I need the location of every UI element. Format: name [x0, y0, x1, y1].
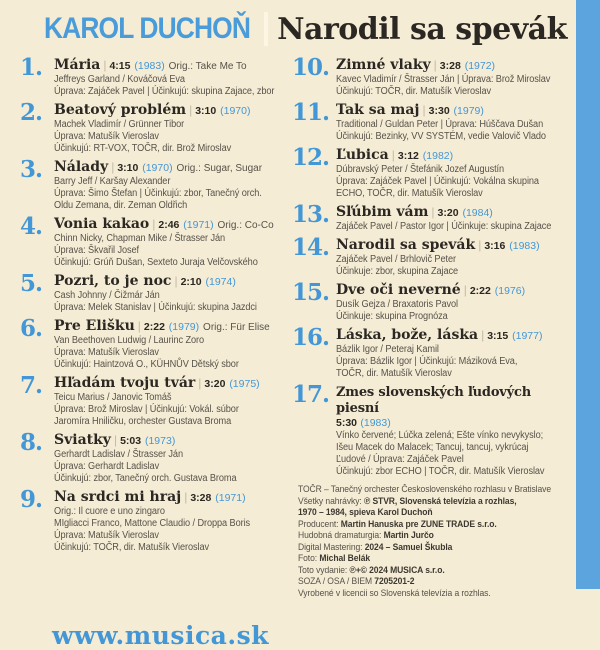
track-title: Narodil sa spevák	[336, 237, 476, 253]
track-credit-line: ECHO, TOČR, dir. Matušík Vieroslav	[336, 188, 483, 199]
track-year: (1974)	[205, 276, 236, 288]
track-year: (1984)	[462, 207, 493, 219]
track-title: Dve oči neverné	[336, 282, 461, 298]
track-credit-line: Gerhardt Ladislav / Štrasser Ján	[54, 449, 183, 460]
track-number: 15.	[292, 279, 330, 306]
credit-label: Digital Mastering:	[298, 541, 365, 553]
track-year: (1977)	[512, 330, 543, 342]
track-title-line	[336, 282, 572, 299]
track-duration: 5:03	[120, 435, 142, 447]
track-original-title: Orig.: Take Me To	[168, 61, 247, 72]
track-credit-line: Účinkujú: zbor, Tanečný orch. Gustava Broma	[54, 473, 237, 484]
track-credit-line: Chinn Nicky, Chapman Mike / Štrasser Ján	[54, 233, 226, 244]
website-url: www.musica.sk	[52, 621, 269, 650]
track-credit-line: Úprava: Matušík Vieroslav	[54, 347, 159, 358]
track-credit-line: Kavec Vladimír / Štrasser Ján | Úprava: Brož Miroslav	[336, 74, 551, 85]
track-body	[336, 204, 572, 233]
track-credit-line: Úprava: Gerhardt Ladislav	[54, 461, 160, 472]
track-title-line	[54, 432, 292, 449]
track-year: (1976)	[494, 285, 526, 297]
track-duration: 3:20	[437, 207, 459, 219]
header-divider	[264, 12, 268, 46]
title-time-separator: |	[198, 376, 202, 390]
track-credit-line: Dúbravský Peter / Štefánik Jozef Augustín	[336, 164, 505, 175]
track-credit-line: Zajáček Pavel / Brhlovič Peter	[336, 254, 456, 265]
track-credit-line: Teicu Marius / Janovic Tomáš	[54, 392, 172, 403]
production-credits	[298, 484, 580, 599]
track-year: (1979)	[453, 105, 484, 117]
credit-line	[298, 576, 580, 588]
track-number: 12.	[292, 144, 330, 171]
track-body	[336, 237, 572, 278]
track-year: (1970)	[142, 162, 173, 174]
track-credit-line: Úprava: Škvařil Josef	[54, 245, 139, 256]
track-title-line	[54, 102, 292, 119]
title-time-separator: |	[478, 238, 482, 252]
track-item	[20, 54, 292, 98]
credit-line	[298, 507, 580, 519]
track-credit-line: Machek Vladimír / Grünner Tibor	[54, 119, 185, 130]
tracklist-right-column	[292, 54, 572, 599]
track-credit-line: MIgliacci Franco, Mattone Claudio / Droppa Boris	[54, 518, 251, 529]
track-title-line	[336, 384, 572, 416]
track-number: 2.	[20, 99, 43, 126]
track-duration: 3:10	[117, 162, 139, 174]
credit-label: Producent:	[298, 518, 341, 530]
track-item	[20, 315, 292, 371]
track-title-line	[336, 147, 572, 164]
track-original-title: Orig.: Co-Co	[217, 220, 274, 231]
credit-label: Foto:	[298, 553, 320, 564]
track-title-line	[54, 273, 292, 290]
title-time-separator: |	[184, 490, 188, 504]
track-number: 3.	[20, 156, 43, 183]
track-original-title: Orig.: Für Elise	[203, 322, 270, 333]
track-item	[292, 234, 572, 278]
track-duration: 2:22	[143, 321, 165, 333]
track-credit-line: Jeffreys Garland / Kováčová Eva	[54, 74, 185, 85]
track-number: 1.	[20, 54, 43, 81]
track-body	[54, 432, 292, 485]
track-credit-line: Účinkujú: TOČR, dir. Matušík Vieroslav	[54, 542, 210, 553]
track-credit-line: Barry Jeff / Karšay Alexander	[54, 176, 171, 187]
track-year: (1975)	[229, 378, 260, 390]
credit-line	[298, 565, 580, 577]
track-number: 6.	[20, 315, 43, 342]
credit-line	[298, 519, 580, 531]
track-number: 8.	[20, 429, 43, 456]
title-time-separator: |	[422, 103, 426, 117]
track-credit-line: Účinkuje: skupina Prognóza	[336, 311, 448, 322]
track-credit-line: Úprava: Zajáček Pavel | Účinkujú: skupina Zajace, zbor	[54, 86, 275, 97]
credit-label: Hudobná dramaturgia:	[298, 530, 384, 541]
track-title: Pozri, to je noc	[54, 273, 172, 289]
track-body	[54, 57, 292, 98]
track-duration: 2:10	[180, 276, 202, 288]
track-duration: 3:16	[484, 240, 506, 252]
title-time-separator: |	[113, 433, 118, 447]
track-credit-line: Úprava: Šimo Štefan | Účinkujú: zbor, Tanečný orch.	[54, 188, 262, 199]
track-item	[292, 144, 572, 200]
track-title: Hľadám tvoju tvár	[54, 375, 196, 391]
track-item	[20, 156, 292, 212]
track-credit-line: Úprava: Melek Stanislav | Účinkujú: skupina Jazdci	[54, 302, 257, 313]
track-title-line	[336, 57, 572, 74]
track-title: Na srdci mi hraj	[54, 489, 182, 505]
title-time-separator: |	[189, 103, 193, 117]
credit-value: 7205201-2	[374, 576, 415, 587]
track-duration: 2:22	[469, 285, 491, 297]
title-time-separator: |	[174, 274, 178, 288]
track-duration: 3:30	[428, 105, 450, 117]
title-time-separator: |	[463, 283, 467, 297]
track-title-line	[54, 57, 292, 74]
track-title: Zimné vlaky	[336, 57, 431, 73]
track-item	[20, 213, 292, 269]
track-credit-line: Úprava: Matušík Vieroslav	[54, 530, 159, 541]
track-title: Vonia kakao	[54, 216, 150, 232]
track-title-line	[54, 375, 292, 392]
track-body	[336, 102, 572, 143]
track-credit-line: Cash Johnny / Čižmár Ján	[54, 290, 160, 301]
credit-value: 1970 – 1984, spieva Karol Duchoň	[298, 507, 433, 518]
track-title-line	[54, 216, 292, 233]
credit-label: Všetky nahrávky:	[298, 495, 364, 507]
track-credit-line: Úprava: Matušík Vieroslav	[54, 131, 159, 142]
track-credit-line: Úprava: Brož Miroslav | Účinkujú: Vokál. súbor	[54, 404, 239, 415]
track-title: Sľúbim vám	[336, 204, 429, 220]
track-item	[292, 324, 572, 380]
track-credit-line: Išeu Macek do Malacek; Tancuj, tancuj, vykrúcaj	[336, 442, 529, 453]
track-item	[292, 201, 572, 233]
artist-name: KAROL DUCHOŇ	[44, 12, 251, 45]
track-credit-line: Jaromíra Hniličku, orchester Gustava Broma	[54, 416, 232, 427]
credit-value: ℗ STVR, Slovenská televízia a rozhlas,	[363, 495, 517, 507]
track-title-line	[54, 489, 292, 506]
title-time-separator: |	[391, 148, 395, 162]
track-title: Ľubica	[336, 147, 389, 163]
track-number: 10.	[292, 54, 330, 81]
track-number: 7.	[20, 372, 43, 399]
track-year: (1972)	[464, 60, 496, 72]
track-title: Zmes slovenských ľudových piesní	[336, 385, 531, 416]
track-credit-line: Účinkujú: Haintzová O., KÜHNŮV Dětský sbor	[54, 359, 239, 370]
track-time-line	[336, 416, 572, 430]
track-duration: 3:15	[487, 330, 509, 342]
track-year: (1971)	[215, 492, 246, 504]
track-title: Mária	[54, 57, 101, 73]
track-credit-line: Ľudové / Úprava: Zajáček Pavel	[336, 454, 464, 465]
track-number: 17.	[292, 381, 330, 408]
credit-label: TOČR – Tanečný orchester Československého rozhlasu v Bratislave	[298, 484, 552, 495]
track-title: Sviatky	[54, 432, 111, 448]
title-time-separator: |	[103, 58, 107, 72]
track-number: 16.	[292, 324, 330, 351]
title-time-separator: |	[137, 319, 141, 333]
track-title: Láska, bože, láska	[336, 327, 479, 343]
credit-line	[298, 588, 580, 600]
track-body	[54, 375, 292, 428]
track-number: 13.	[292, 201, 330, 228]
track-duration: 3:10	[195, 105, 217, 117]
track-duration: 3:28	[190, 492, 212, 504]
track-credit-line: Účinkujú: RT-VOX, TOČR, dir. Brož Miroslav	[54, 143, 232, 154]
track-title-line	[54, 318, 292, 335]
track-duration: 4:15	[109, 60, 131, 72]
track-credit-line: Účinkuje: zbor, skupina Zajace	[336, 266, 459, 277]
track-body	[54, 489, 292, 554]
track-body	[54, 102, 292, 155]
track-body	[336, 282, 572, 323]
credit-line	[298, 496, 580, 508]
track-body	[54, 216, 292, 269]
track-credit-line: Traditional / Guldan Peter | Úprava: Húščava Dušan	[336, 119, 544, 130]
track-year: (1971)	[183, 219, 214, 231]
track-title-line	[336, 204, 572, 221]
track-item	[292, 99, 572, 143]
credit-line	[298, 530, 580, 542]
track-year: (1979)	[168, 321, 200, 333]
track-title-line	[336, 102, 572, 119]
track-number: 11.	[292, 99, 330, 126]
track-body	[54, 273, 292, 314]
track-item	[292, 54, 572, 98]
credit-label: Toto vydanie:	[298, 564, 350, 576]
track-title-line	[336, 327, 572, 344]
track-title: Nálady	[54, 159, 109, 175]
title-time-separator: |	[431, 205, 435, 219]
track-item	[292, 279, 572, 323]
track-duration: 3:12	[397, 150, 419, 162]
track-item	[20, 372, 292, 428]
track-number: 9.	[20, 486, 43, 513]
track-credit-line: Zajáček Pavel / Pastor Igor | Účinkuje: skupina Zajace	[336, 221, 552, 232]
credit-label: SOZA / OSA / BIEM	[298, 576, 375, 587]
credit-value: Martin Hanuska pre ZUNE TRADE s.r.o.	[340, 518, 497, 530]
credit-line	[298, 542, 580, 554]
track-body	[54, 318, 292, 371]
track-item	[20, 99, 292, 155]
track-duration: 3:28	[439, 60, 461, 72]
track-credit-line: Účinkujú: zbor ECHO | TOČR, dir. Matušík Vieroslav	[336, 466, 545, 477]
title-time-separator: |	[111, 160, 115, 174]
track-title-line	[336, 237, 572, 254]
track-duration: 5:30	[336, 417, 358, 429]
track-year: (1983)	[134, 60, 165, 72]
track-item	[20, 486, 292, 554]
tracklist-columns	[20, 54, 572, 599]
credit-value: Michal Belák	[319, 553, 371, 564]
track-credit-line: Van Beethoven Ludwig / Laurinc Zoro	[54, 335, 205, 346]
track-credit-line: Úprava: Bázlik Igor | Účinkujú: Máziková Eva,	[336, 356, 518, 367]
track-credit-line: Účinkujú: Bezinky, VV SYSTÉM, vedie Valovič Vlado	[336, 131, 546, 142]
track-credit-line: Dusík Gejza / Braxatoris Pavol	[336, 299, 459, 310]
credit-value: 2024 – Samuel Škubla	[364, 541, 453, 553]
track-credit-line: Účinkujú: Grúň Dušan, Sexteto Juraja Velčovského	[54, 257, 258, 268]
track-body	[336, 327, 572, 380]
track-title: Tak sa maj	[336, 102, 420, 118]
title-time-separator: |	[152, 217, 156, 231]
track-body	[54, 159, 292, 212]
title-time-separator: |	[481, 328, 485, 342]
track-year: (1983)	[509, 240, 540, 252]
track-duration: 3:20	[204, 378, 226, 390]
track-credit-line: Úprava: Zajáček Pavel | Účinkujú: Vokálna skupina	[336, 176, 539, 187]
header	[44, 9, 572, 49]
credit-value: ℗+© 2024 MUSICA s.r.o.	[349, 564, 445, 576]
track-original-title: Orig.: Sugar, Sugar	[176, 163, 263, 174]
track-credit-line: Orig.: Il cuore e uno zingaro	[54, 506, 165, 517]
track-body	[336, 57, 572, 98]
track-year: (1973)	[144, 435, 176, 447]
tracklist-left-column	[20, 54, 292, 599]
track-year: (1982)	[422, 150, 454, 162]
track-body	[336, 384, 572, 478]
track-title-line	[54, 159, 292, 176]
credit-line	[298, 484, 580, 496]
track-number: 5.	[20, 270, 43, 297]
track-title: Pre Elišku	[54, 318, 135, 334]
track-duration: 2:46	[158, 219, 180, 231]
track-number: 4.	[20, 213, 43, 240]
title-time-separator: |	[433, 58, 437, 72]
album-title: Narodil sa spevák	[277, 11, 567, 47]
track-item	[20, 270, 292, 314]
track-credit-line: Bázlik Igor / Peteraj Kamil	[336, 344, 439, 355]
track-year: (1970)	[220, 105, 251, 117]
track-body	[336, 147, 572, 200]
track-item	[292, 381, 572, 478]
track-item	[20, 429, 292, 485]
track-credit-line: TOČR, dir. Matušík Vieroslav	[336, 368, 452, 379]
credit-label: Vyrobené v licencii so Slovenská televízia a rozhlas.	[298, 587, 491, 599]
track-year: (1983)	[360, 417, 391, 429]
credit-line	[298, 553, 580, 565]
track-credit-line: Účinkujú: TOČR, dir. Matušík Vieroslav	[336, 86, 492, 97]
track-title: Beatový problém	[54, 102, 187, 118]
credit-value: Martin Jurčo	[383, 530, 434, 541]
track-number: 14.	[292, 234, 330, 261]
track-credit-line: Vínko červené; Lúčka zelená; Ešte vínko nevykyslo;	[336, 430, 544, 441]
track-credit-line: Oldu Zemana, dir. Zeman Oldřich	[54, 200, 188, 211]
